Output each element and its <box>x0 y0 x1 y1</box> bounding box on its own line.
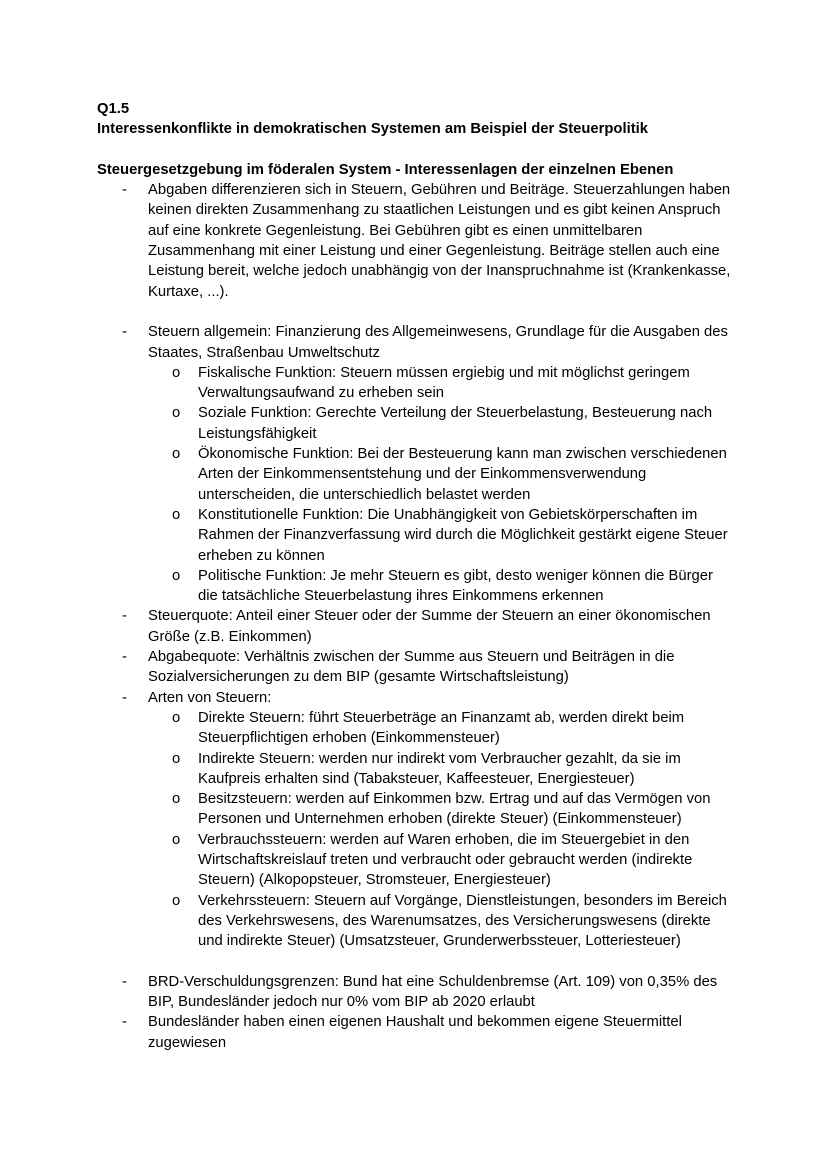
list-item <box>97 1012 733 1053</box>
doc-code: Q1.5 <box>97 101 130 117</box>
document-page <box>97 99 733 1053</box>
doc-title: Interessenkonflikte in demokratischen Systemen am Beispiel der Steuerpolitik <box>97 121 648 138</box>
circle-bullet-marker: o <box>172 446 181 463</box>
list-item-text: Fiskalische Funktion: Steuern müssen ergiebig und mit möglichst geringem Verwaltungsaufwand zu erheben sein <box>198 364 690 402</box>
list-item-text: Politische Funktion: Je mehr Steuern es gibt, desto weniger können die Bürger die tatsächliche Steuerbelastung ihres Einkommens erkennen <box>198 567 713 605</box>
dash-bullet-marker: - <box>122 689 127 706</box>
list-item-text: Steuern allgemein: Finanzierung des Allgemeinwesens, Grundlage für die Ausgaben des Staates, Straßenbau Umweltschutz <box>148 324 728 361</box>
list-item-text: Abgabequote: Verhältnis zwischen der Summe aus Steuern und Beiträgen in die Sozialversicherungen zu dem BIP (gesamte Wirtschaftsleistung) <box>148 649 675 686</box>
list-item <box>97 363 733 404</box>
circle-bullet-marker: o <box>172 506 181 523</box>
list-item-text: BRD-Verschuldungsgrenzen: Bund hat eine Schuldenbremse (Art. 109) von 0,35% des BIP, Bundesländer jedoch nur 0% vom BIP ab 2020 erlaubt <box>148 973 718 1011</box>
list-item <box>97 688 733 708</box>
circle-bullet-marker: o <box>172 892 181 909</box>
list-item <box>97 972 733 1013</box>
dash-bullet-marker: - <box>122 649 127 666</box>
section-heading: Steuergesetzgebung im föderalen System - Interessenlagen der einzelnen Ebenen <box>97 161 674 178</box>
circle-bullet-marker: o <box>172 405 181 422</box>
dash-bullet-marker: - <box>122 973 127 990</box>
list-item <box>97 322 733 363</box>
circle-bullet-marker: o <box>172 791 181 808</box>
list-item <box>97 830 733 891</box>
list-item <box>97 708 733 749</box>
list-item-text: Arten von Steuern: <box>148 689 272 706</box>
list-item-text: Ökonomische Funktion: Bei der Besteuerung kann man zwischen verschiedenen Arten der Einkommensentstehung und der Einkommensverwendung unterscheiden, die unterschiedlich belastet werden <box>198 446 727 503</box>
circle-bullet-marker: o <box>172 364 181 381</box>
circle-bullet-marker: o <box>172 709 181 726</box>
circle-bullet-marker: o <box>172 750 181 767</box>
circle-bullet-marker: o <box>172 567 181 584</box>
list-item <box>97 606 733 647</box>
list-item <box>97 647 733 688</box>
list-item <box>97 180 733 302</box>
list-item <box>97 749 733 790</box>
dash-bullet-marker: - <box>122 182 127 199</box>
bullet-list <box>97 180 733 1053</box>
list-item-text: Abgaben differenzieren sich in Steuern, Gebühren und Beiträge. Steuerzahlungen haben keinen direkten Zusammenhang zu staatlichen Leistungen und es gibt keinen Anspruch auf eine konkrete Gegenleistung. Bei Gebühren gibt es einen unmittelbaren Zusammenhang mit einer Leistung und einer Gegenleistung. Beiträge stellen auch eine Leistung bereit, welche jedoch unabhängig von der Inanspruchnahme ist (Krankenkasse, Kurtaxe, ...). <box>148 182 731 300</box>
dash-bullet-marker: - <box>122 608 127 625</box>
list-item <box>97 444 733 505</box>
dash-bullet-marker: - <box>122 1014 127 1031</box>
list-item-text: Steuerquote: Anteil einer Steuer oder der Summe der Steuern an einer ökonomischen Größe (z.B. Einkommen) <box>148 608 711 645</box>
list-item <box>97 505 733 566</box>
list-item-text: Verbrauchssteuern: werden auf Waren erhoben, die im Steuergebiet in den Wirtschaftskreislauf treten und verbraucht oder gebraucht werden (indirekte Steuern) (Alkopopsteuer, Stromsteuer, Energiesteuer) <box>198 831 693 889</box>
list-item-text: Verkehrssteuern: Steuern auf Vorgänge, Dienstleistungen, besonders im Bereich des Verkehrswesens, des Warenumsatzes, des Versicherungswesens (direkte und indirekte Steuer) (Umsatzsteuer, Grunderwerbssteuer, Lotteriesteuer) <box>198 892 727 950</box>
list-item <box>97 789 733 830</box>
list-item-text: Konstitutionelle Funktion: Die Unabhängigkeit von Gebietskörperschaften im Rahmen der Finanzverfassung wird durch die Möglichkeit gestärkt eigene Steuer erheben zu können <box>198 506 728 564</box>
list-item-text: Soziale Funktion: Gerechte Verteilung der Steuerbelastung, Besteuerung nach Leistungsfähigkeit <box>198 405 713 442</box>
list-item <box>97 891 733 952</box>
list-item-text: Indirekte Steuern: werden nur indirekt vom Verbraucher gezahlt, da sie im Kaufpreis erhalten sind (Tabaksteuer, Kaffeesteuer, Energiesteuer) <box>198 750 681 787</box>
list-item-text: Bundesländer haben einen eigenen Haushalt und bekommen eigene Steuermittel zugewiesen <box>148 1014 682 1051</box>
circle-bullet-marker: o <box>172 831 181 848</box>
list-item <box>97 403 733 444</box>
list-item-text: Besitzsteuern: werden auf Einkommen bzw. Ertrag und auf das Vermögen von Personen und Unternehmen erhoben (direkte Steuer) (Einkommensteuer) <box>198 791 711 828</box>
list-item-text: Direkte Steuern: führt Steuerbeträge an Finanzamt ab, werden direkt beim Steuerpflichtigen erhoben (Einkommensteuer) <box>198 709 685 747</box>
dash-bullet-marker: - <box>122 324 127 341</box>
list-item <box>97 566 733 607</box>
